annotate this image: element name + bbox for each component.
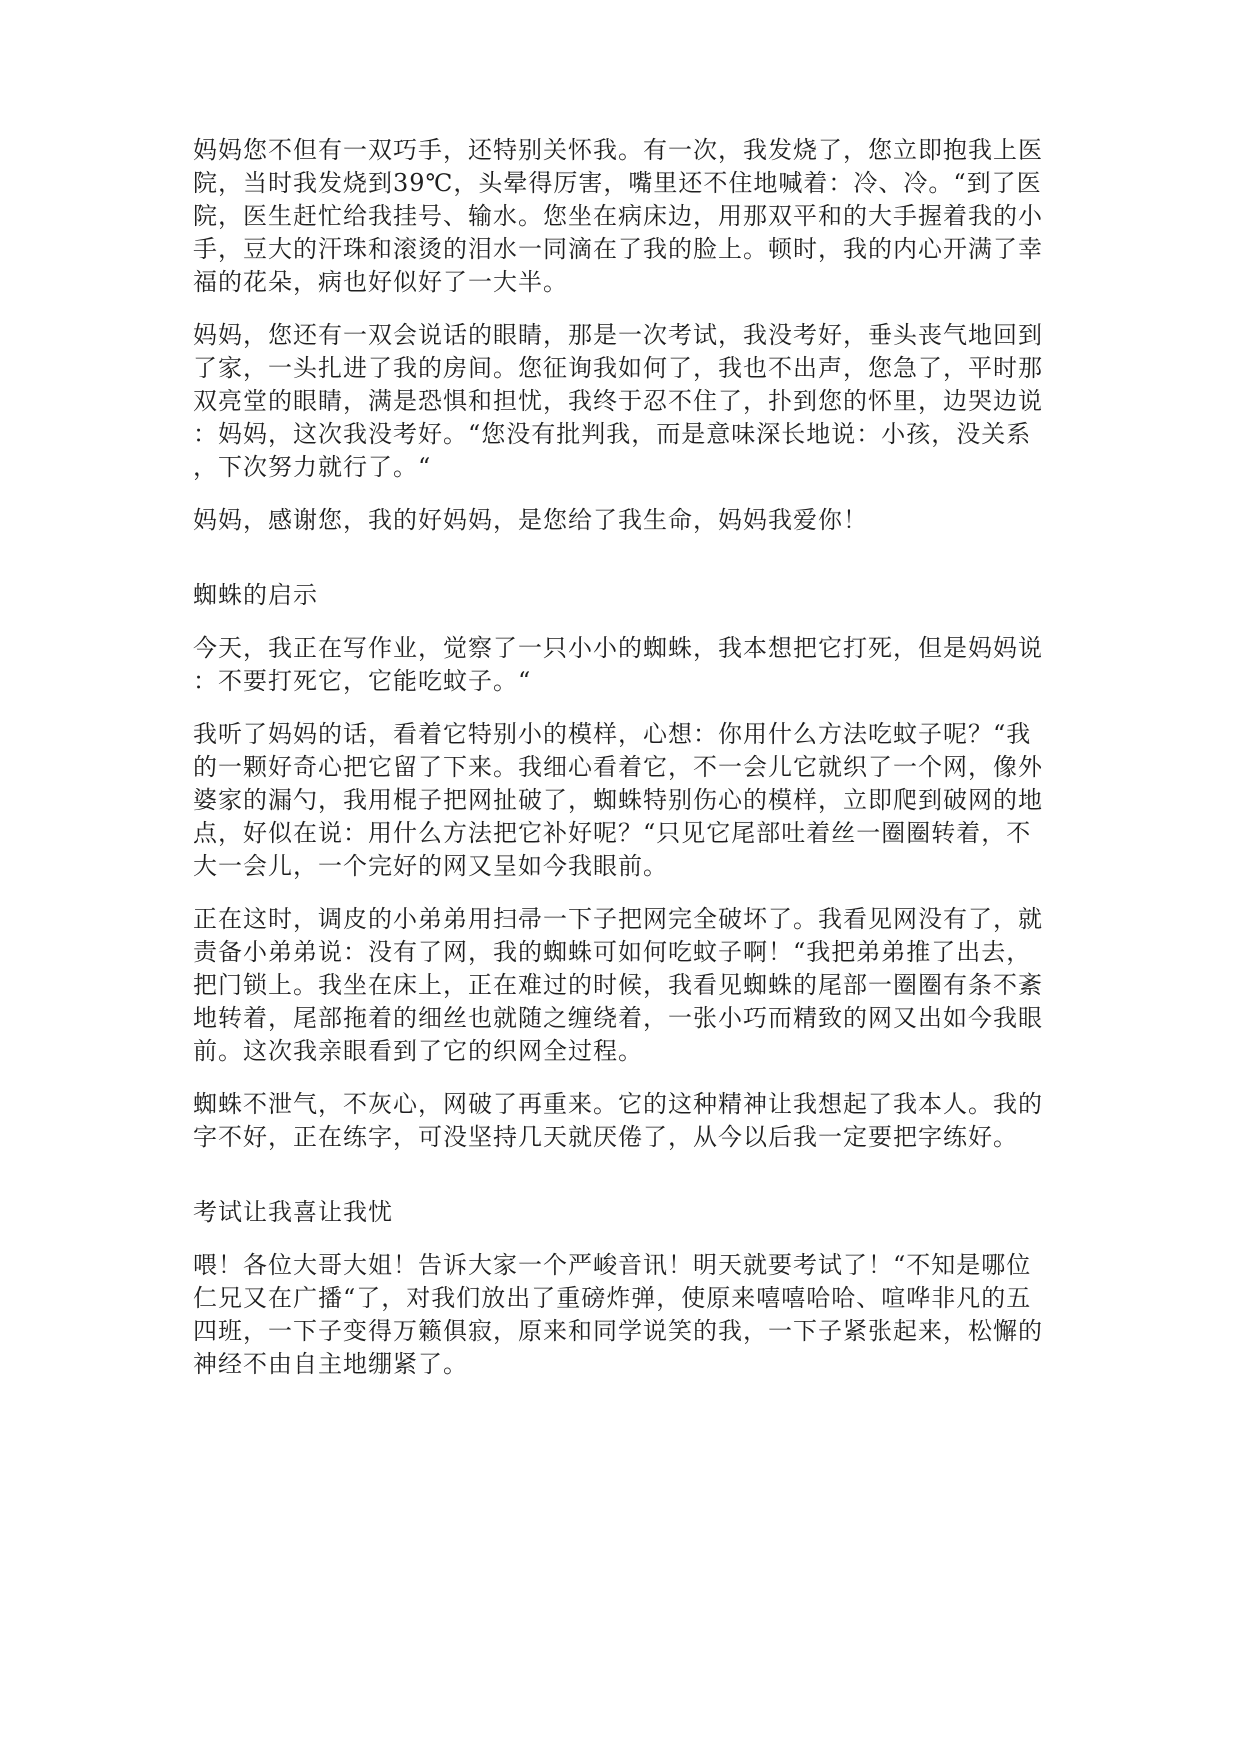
text-line: ：妈妈，这次我没考好。“您没有批判我，而是意味深长地说：小孩，没关系 xyxy=(193,420,1032,448)
text-line: 今天，我正在写作业，觉察了一只小小的蜘蛛，我本想把它打死，但是妈妈说 xyxy=(193,634,1043,662)
document-page xyxy=(193,134,1093,1381)
text-line: 大一会儿，一个完好的网又呈如今我眼前。 xyxy=(193,852,668,880)
text-line: 妈妈，您还有一双会说话的眼睛，那是一次考试，我没考好，垂头丧气地回到 xyxy=(193,321,1043,349)
text-line: 了家，一头扎进了我的房间。您征询我如何了，我也不出声，您急了，平时那 xyxy=(193,354,1043,382)
text-line: ，下次努力就行了。“ xyxy=(193,453,432,481)
essay-exam-section xyxy=(193,1196,1093,1381)
text-line: 妈妈，感谢您，我的好妈妈，是您给了我生命，妈妈我爱你！ xyxy=(193,506,868,534)
text-line: 喂！各位大哥大姐！告诉大家一个严峻音讯！明天就要考试了！“不知是哪位 xyxy=(193,1251,1032,1279)
text-line: 妈妈您不但有一双巧手，还特别关怀我。有一次，我发烧了，您立即抱我上医 xyxy=(193,136,1043,164)
text-line: 我听了妈妈的话，看着它特别小的模样，心想：你用什么方法吃蚊子呢？“我 xyxy=(193,720,1032,748)
text-line: 字不好，正在练字，可没坚持几天就厌倦了，从今以后我一定要把字练好。 xyxy=(193,1123,1018,1151)
text-line: 地转着，尾部拖着的细丝也就随之缠绕着，一张小巧而精致的网又出如今我眼 xyxy=(193,1004,1043,1032)
text-line: 福的花朵，病也好似好了一大半。 xyxy=(193,268,568,296)
text-line: 仁兄又在广播“了，对我们放出了重磅炸弹，使原来嘻嘻哈哈、喧哗非凡的五 xyxy=(193,1284,1032,1312)
paragraph xyxy=(193,718,1093,883)
text-line: ：不要打死它，它能吃蚊子。“ xyxy=(193,667,532,695)
text-line: 前。这次我亲眼看到了它的织网全过程。 xyxy=(193,1037,643,1065)
text-line: 蜘蛛不泄气，不灰心，网破了再重来。它的这种精神让我想起了我本人。我的 xyxy=(193,1090,1043,1118)
paragraph xyxy=(193,903,1093,1068)
text-line: 责备小弟弟说：没有了网，我的蜘蛛可如何吃蚊子啊！“我把弟弟推了出去， xyxy=(193,938,1032,966)
text-line: 婆家的漏勺，我用棍子把网扯破了，蜘蛛特别伤心的模样，立即爬到破网的地 xyxy=(193,786,1043,814)
text-line: 正在这时，调皮的小弟弟用扫帚一下子把网完全破坏了。我看见网没有了，就 xyxy=(193,905,1043,933)
essay-title: 蜘蛛的启示 xyxy=(193,581,318,609)
text-line: 双亮堂的眼睛，满是恐惧和担忧，我终于忍不住了，扑到您的怀里，边哭边说 xyxy=(193,387,1043,415)
essay-mother-section xyxy=(193,134,1093,537)
text-line: 点，好似在说：用什么方法把它补好呢？“只见它尾部吐着丝一圈圈转着，不 xyxy=(193,819,1032,847)
paragraph xyxy=(193,504,1093,537)
text-line: 把门锁上。我坐在床上，正在难过的时候，我看见蜘蛛的尾部一圈圈有条不紊 xyxy=(193,971,1043,999)
paragraph xyxy=(193,134,1093,299)
paragraph xyxy=(193,632,1093,698)
text-line: 的一颗好奇心把它留了下来。我细心看着它，不一会儿它就织了一个网，像外 xyxy=(193,753,1043,781)
text-line: 院，当时我发烧到39℃，头晕得厉害，嘴里还不住地喊着：冷、冷。“到了医 xyxy=(193,169,1042,197)
paragraph xyxy=(193,1088,1093,1154)
text-line: 四班，一下子变得万籁俱寂，原来和同学说笑的我，一下子紧张起来，松懈的 xyxy=(193,1317,1043,1345)
essay-title: 考试让我喜让我忧 xyxy=(193,1198,393,1226)
text-line: 神经不由自主地绷紧了。 xyxy=(193,1350,468,1378)
paragraph xyxy=(193,1249,1093,1381)
text-line: 院，医生赶忙给我挂号、输水。您坐在病床边，用那双平和的大手握着我的小 xyxy=(193,202,1043,230)
text-line: 手，豆大的汗珠和滚烫的泪水一同滴在了我的脸上。顿时，我的内心开满了幸 xyxy=(193,235,1043,263)
paragraph xyxy=(193,319,1093,484)
essay-spider-section xyxy=(193,579,1093,1154)
